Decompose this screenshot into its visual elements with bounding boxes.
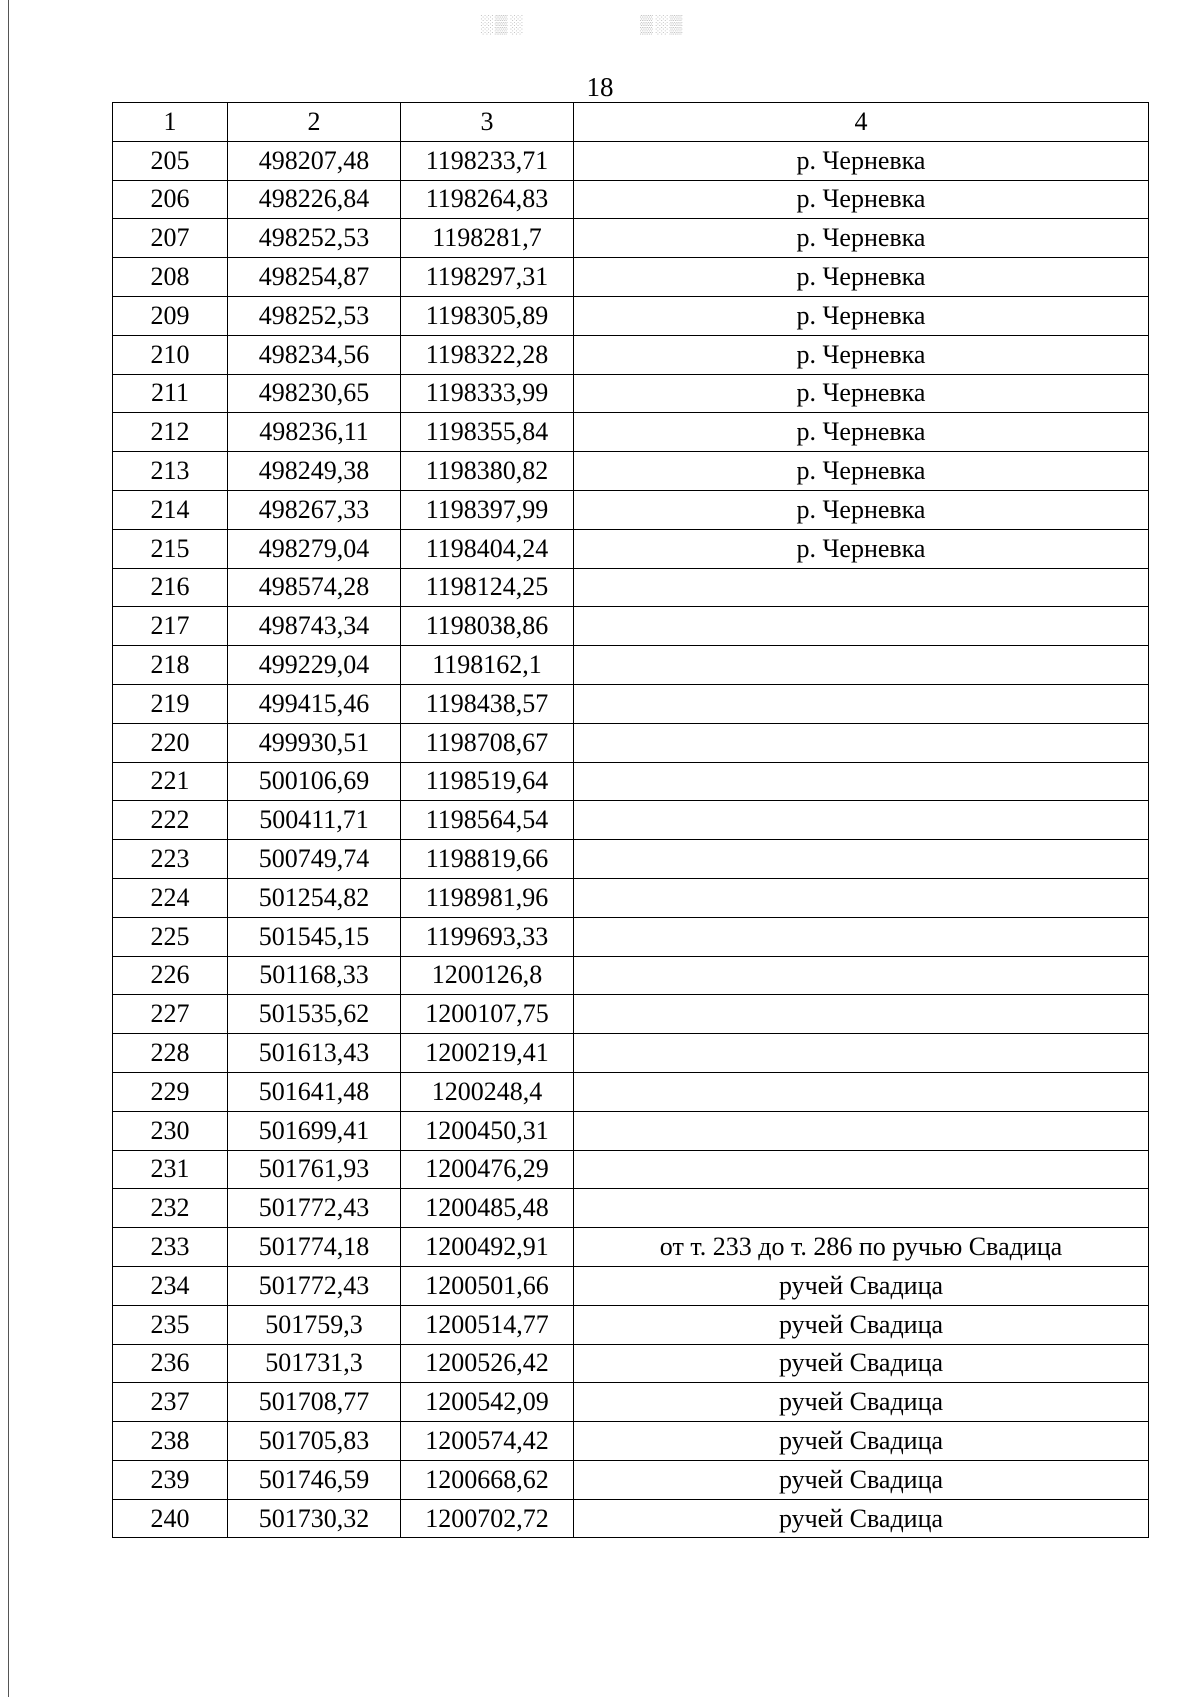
- cell-x-coordinate: 500749,74: [228, 840, 401, 879]
- table-row: [113, 1305, 1149, 1344]
- cell-point-number: 205: [113, 141, 228, 180]
- table-row: [113, 1111, 1149, 1150]
- cell-y-coordinate: 1200668,62: [401, 1460, 574, 1499]
- cell-y-coordinate: 1198981,96: [401, 878, 574, 917]
- cell-description: [574, 878, 1149, 917]
- cell-description: ручей Свадица: [574, 1499, 1149, 1538]
- cell-description: [574, 1034, 1149, 1073]
- cell-x-coordinate: 501772,43: [228, 1189, 401, 1228]
- cell-x-coordinate: 498252,53: [228, 296, 401, 335]
- cell-y-coordinate: 1198404,24: [401, 529, 574, 568]
- cell-x-coordinate: 498574,28: [228, 568, 401, 607]
- cell-y-coordinate: 1198380,82: [401, 452, 574, 491]
- cell-description: ручей Свадица: [574, 1344, 1149, 1383]
- cell-y-coordinate: 1200542,09: [401, 1383, 574, 1422]
- cell-x-coordinate: 498207,48: [228, 141, 401, 180]
- table-row: [113, 1460, 1149, 1499]
- cell-x-coordinate: 498230,65: [228, 374, 401, 413]
- cell-y-coordinate: 1200107,75: [401, 995, 574, 1034]
- cell-x-coordinate: 501730,32: [228, 1499, 401, 1538]
- cell-description: [574, 568, 1149, 607]
- cell-point-number: 210: [113, 335, 228, 374]
- cell-description: р. Черневка: [574, 374, 1149, 413]
- cell-description: р. Черневка: [574, 141, 1149, 180]
- cell-y-coordinate: 1198519,64: [401, 762, 574, 801]
- cell-description: [574, 684, 1149, 723]
- table-row: [113, 684, 1149, 723]
- cell-x-coordinate: 501746,59: [228, 1460, 401, 1499]
- table-row: [113, 1034, 1149, 1073]
- cell-point-number: 225: [113, 917, 228, 956]
- cell-description: р. Черневка: [574, 413, 1149, 452]
- cell-x-coordinate: 498234,56: [228, 335, 401, 374]
- cell-x-coordinate: 501774,18: [228, 1228, 401, 1267]
- table-row: [113, 374, 1149, 413]
- cell-y-coordinate: 1198297,31: [401, 258, 574, 297]
- cell-point-number: 212: [113, 413, 228, 452]
- cell-description: ручей Свадица: [574, 1460, 1149, 1499]
- cell-x-coordinate: 500411,71: [228, 801, 401, 840]
- cell-x-coordinate: 500106,69: [228, 762, 401, 801]
- cell-description: [574, 801, 1149, 840]
- cell-y-coordinate: 1198438,57: [401, 684, 574, 723]
- table-row: [113, 529, 1149, 568]
- scan-edge-line: [8, 0, 9, 1697]
- cell-point-number: 208: [113, 258, 228, 297]
- cell-point-number: 213: [113, 452, 228, 491]
- cell-x-coordinate: 498279,04: [228, 529, 401, 568]
- table-row: [113, 335, 1149, 374]
- coordinates-table: [112, 102, 1149, 1538]
- cell-point-number: 220: [113, 723, 228, 762]
- cell-description: [574, 1189, 1149, 1228]
- cell-point-number: 239: [113, 1460, 228, 1499]
- table-row: [113, 180, 1149, 219]
- cell-x-coordinate: 501613,43: [228, 1034, 401, 1073]
- cell-x-coordinate: 498252,53: [228, 219, 401, 258]
- table-row: [113, 1189, 1149, 1228]
- table-body: [113, 141, 1149, 1538]
- table-row: [113, 1072, 1149, 1111]
- cell-x-coordinate: 498249,38: [228, 452, 401, 491]
- table-row: [113, 413, 1149, 452]
- cell-y-coordinate: 1200492,91: [401, 1228, 574, 1267]
- cell-point-number: 228: [113, 1034, 228, 1073]
- cell-point-number: 207: [113, 219, 228, 258]
- cell-description: ручей Свадица: [574, 1422, 1149, 1461]
- table-row: [113, 1150, 1149, 1189]
- scan-smudge: ░▒░: [480, 14, 525, 34]
- table-row: [113, 1228, 1149, 1267]
- page-number: 18: [586, 72, 614, 102]
- cell-point-number: 234: [113, 1266, 228, 1305]
- cell-point-number: 222: [113, 801, 228, 840]
- table-row: [113, 452, 1149, 491]
- table-row: [113, 1383, 1149, 1422]
- cell-x-coordinate: 501759,3: [228, 1305, 401, 1344]
- cell-point-number: 214: [113, 490, 228, 529]
- cell-point-number: 235: [113, 1305, 228, 1344]
- cell-description: р. Черневка: [574, 335, 1149, 374]
- table-row: [113, 995, 1149, 1034]
- cell-y-coordinate: 1199693,33: [401, 917, 574, 956]
- cell-description: р. Черневка: [574, 219, 1149, 258]
- cell-x-coordinate: 501254,82: [228, 878, 401, 917]
- cell-y-coordinate: 1198819,66: [401, 840, 574, 879]
- cell-y-coordinate: 1198322,28: [401, 335, 574, 374]
- column-header-x-coordinate: 2: [228, 103, 401, 142]
- table-row: [113, 490, 1149, 529]
- cell-y-coordinate: 1200450,31: [401, 1111, 574, 1150]
- table-row: [113, 258, 1149, 297]
- cell-x-coordinate: 498267,33: [228, 490, 401, 529]
- cell-point-number: 206: [113, 180, 228, 219]
- cell-x-coordinate: 501761,93: [228, 1150, 401, 1189]
- cell-description: [574, 840, 1149, 879]
- cell-x-coordinate: 501705,83: [228, 1422, 401, 1461]
- column-header-description: 4: [574, 103, 1149, 142]
- cell-y-coordinate: 1200248,4: [401, 1072, 574, 1111]
- cell-x-coordinate: 501535,62: [228, 995, 401, 1034]
- cell-point-number: 221: [113, 762, 228, 801]
- table-row: [113, 1344, 1149, 1383]
- cell-x-coordinate: 501699,41: [228, 1111, 401, 1150]
- table-row: [113, 1422, 1149, 1461]
- cell-point-number: 218: [113, 646, 228, 685]
- cell-x-coordinate: 501731,3: [228, 1344, 401, 1383]
- cell-point-number: 232: [113, 1189, 228, 1228]
- cell-point-number: 224: [113, 878, 228, 917]
- cell-y-coordinate: 1200501,66: [401, 1266, 574, 1305]
- cell-description: ручей Свадица: [574, 1266, 1149, 1305]
- cell-description: р. Черневка: [574, 180, 1149, 219]
- cell-description: [574, 723, 1149, 762]
- table-row: [113, 219, 1149, 258]
- cell-point-number: 211: [113, 374, 228, 413]
- cell-y-coordinate: 1200574,42: [401, 1422, 574, 1461]
- cell-y-coordinate: 1200485,48: [401, 1189, 574, 1228]
- cell-y-coordinate: 1198038,86: [401, 607, 574, 646]
- table-row: [113, 801, 1149, 840]
- cell-y-coordinate: 1198124,25: [401, 568, 574, 607]
- table-row: [113, 878, 1149, 917]
- cell-description: р. Черневка: [574, 452, 1149, 491]
- cell-x-coordinate: 499229,04: [228, 646, 401, 685]
- cell-description: [574, 995, 1149, 1034]
- cell-y-coordinate: 1200476,29: [401, 1150, 574, 1189]
- column-header-point-number: 1: [113, 103, 228, 142]
- scan-smudge: ▒░▒: [640, 14, 685, 34]
- cell-y-coordinate: 1198333,99: [401, 374, 574, 413]
- cell-x-coordinate: 501641,48: [228, 1072, 401, 1111]
- cell-y-coordinate: 1200514,77: [401, 1305, 574, 1344]
- table-row: [113, 762, 1149, 801]
- table-row: [113, 141, 1149, 180]
- cell-point-number: 236: [113, 1344, 228, 1383]
- cell-x-coordinate: 501168,33: [228, 956, 401, 995]
- cell-point-number: 229: [113, 1072, 228, 1111]
- cell-x-coordinate: 501708,77: [228, 1383, 401, 1422]
- cell-x-coordinate: 498236,11: [228, 413, 401, 452]
- cell-point-number: 215: [113, 529, 228, 568]
- cell-x-coordinate: 498254,87: [228, 258, 401, 297]
- cell-description: р. Черневка: [574, 529, 1149, 568]
- cell-y-coordinate: 1198708,67: [401, 723, 574, 762]
- cell-x-coordinate: 498226,84: [228, 180, 401, 219]
- cell-description: от т. 233 до т. 286 по ручью Свадица: [574, 1228, 1149, 1267]
- cell-point-number: 209: [113, 296, 228, 335]
- cell-x-coordinate: 499930,51: [228, 723, 401, 762]
- cell-description: [574, 1111, 1149, 1150]
- table-row: [113, 723, 1149, 762]
- cell-point-number: 226: [113, 956, 228, 995]
- cell-point-number: 231: [113, 1150, 228, 1189]
- cell-y-coordinate: 1200126,8: [401, 956, 574, 995]
- cell-y-coordinate: 1198281,7: [401, 219, 574, 258]
- cell-y-coordinate: 1198355,84: [401, 413, 574, 452]
- cell-description: [574, 917, 1149, 956]
- table-row: [113, 296, 1149, 335]
- cell-x-coordinate: 501545,15: [228, 917, 401, 956]
- table-row: [113, 1499, 1149, 1538]
- cell-y-coordinate: 1198305,89: [401, 296, 574, 335]
- cell-point-number: 216: [113, 568, 228, 607]
- cell-point-number: 219: [113, 684, 228, 723]
- cell-description: р. Черневка: [574, 490, 1149, 529]
- cell-description: ручей Свадица: [574, 1305, 1149, 1344]
- cell-description: ручей Свадица: [574, 1383, 1149, 1422]
- cell-description: [574, 607, 1149, 646]
- cell-y-coordinate: 1198264,83: [401, 180, 574, 219]
- cell-y-coordinate: 1198397,99: [401, 490, 574, 529]
- cell-description: [574, 646, 1149, 685]
- cell-y-coordinate: 1198162,1: [401, 646, 574, 685]
- cell-description: р. Черневка: [574, 296, 1149, 335]
- cell-point-number: 240: [113, 1499, 228, 1538]
- cell-x-coordinate: 498743,34: [228, 607, 401, 646]
- cell-y-coordinate: 1198233,71: [401, 141, 574, 180]
- cell-point-number: 237: [113, 1383, 228, 1422]
- cell-point-number: 217: [113, 607, 228, 646]
- cell-description: [574, 1150, 1149, 1189]
- table-row: [113, 568, 1149, 607]
- cell-x-coordinate: 499415,46: [228, 684, 401, 723]
- table-row: [113, 607, 1149, 646]
- cell-y-coordinate: 1200702,72: [401, 1499, 574, 1538]
- table-row: [113, 840, 1149, 879]
- cell-point-number: 223: [113, 840, 228, 879]
- cell-description: [574, 1072, 1149, 1111]
- table-header-row: [113, 103, 1149, 142]
- cell-point-number: 233: [113, 1228, 228, 1267]
- cell-y-coordinate: 1200219,41: [401, 1034, 574, 1073]
- cell-description: р. Черневка: [574, 258, 1149, 297]
- cell-y-coordinate: 1200526,42: [401, 1344, 574, 1383]
- cell-point-number: 230: [113, 1111, 228, 1150]
- cell-description: [574, 956, 1149, 995]
- cell-description: [574, 762, 1149, 801]
- cell-x-coordinate: 501772,43: [228, 1266, 401, 1305]
- table-row: [113, 1266, 1149, 1305]
- table-row: [113, 646, 1149, 685]
- table-row: [113, 956, 1149, 995]
- cell-point-number: 238: [113, 1422, 228, 1461]
- cell-point-number: 227: [113, 995, 228, 1034]
- cell-y-coordinate: 1198564,54: [401, 801, 574, 840]
- column-header-y-coordinate: 3: [401, 103, 574, 142]
- table-row: [113, 917, 1149, 956]
